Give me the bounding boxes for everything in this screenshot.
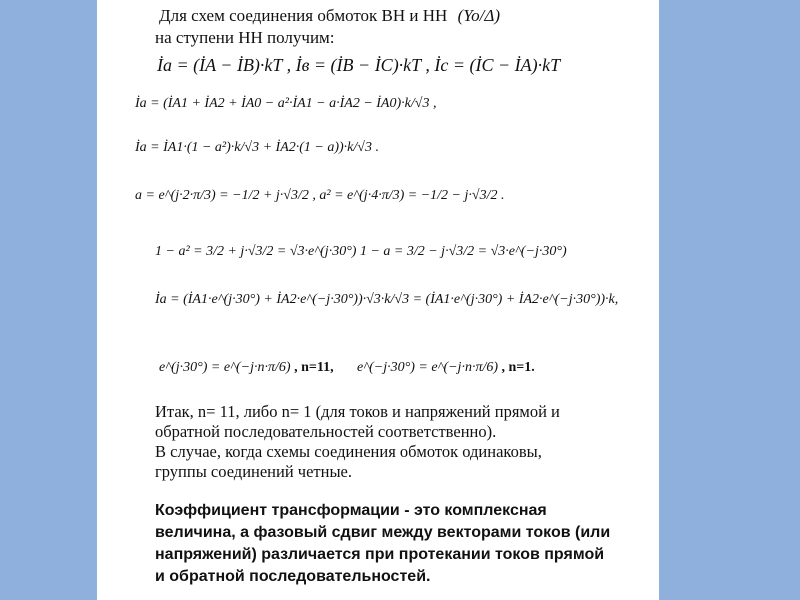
heading-line2: на ступени НН получим: <box>155 28 335 47</box>
equation-ia-simplified: İa = İA1·(1 − a²)·k/√3 + İA2·(1 − a))·k/√3 . <box>135 140 379 155</box>
heading-line1 <box>159 6 500 26</box>
document-page <box>97 0 659 600</box>
equation-n1 <box>357 360 535 376</box>
equation-line-currents: İa = (İA − İB)·kT , İв = (İB − İC)·kT , İc = (İC − İA)·kT <box>157 55 561 75</box>
definition-line: и обратной последовательностей. <box>155 568 431 585</box>
paragraph-line: В случае, когда схемы соединения обмоток одинаковы, <box>155 442 542 461</box>
paragraph-line: Итак, n= 11, либо n= 1 (для токов и напряжений прямой и <box>155 402 560 421</box>
equation-n11-expression: e^(j·30°) = e^(−j·n·π/6) <box>159 360 291 375</box>
equation-n11-label: , n=11, <box>294 360 334 375</box>
paragraph-line: обратной последовательностей соответственно). <box>155 422 497 441</box>
scheme-label: (Yo/Δ) <box>457 6 500 25</box>
definition-line: величина, а фазовый сдвиг между векторами токов (или <box>155 524 611 541</box>
equation-one-minus-a: 1 − a² = 3/2 + j·√3/2 = √3·e^(j·30°) 1 − a = 3/2 − j·√3/2 = √3·e^(−j·30°) <box>155 244 567 259</box>
equation-n11 <box>159 360 334 376</box>
paragraph-definition <box>155 500 650 588</box>
heading-text: Для схем соединения обмоток ВН и НН <box>159 6 448 25</box>
equation-n1-label: , n=1. <box>501 360 535 375</box>
equation-ia-final: İa = (İA1·e^(j·30°) + İA2·e^(−j·30°))·√3·k/√3 = (İA1·e^(j·30°) + İA2·e^(−j·30°))·k, <box>155 292 619 307</box>
paragraph-line: группы соединений четные. <box>155 462 352 481</box>
paragraph-conclusion <box>155 402 645 482</box>
equation-n1-expression: e^(−j·30°) = e^(−j·n·π/6) <box>357 360 499 375</box>
equation-operator-a: a = e^(j·2·π/3) = −1/2 + j·√3/2 , a² = e^(j·4·π/3) = −1/2 − j·√3/2 . <box>135 188 505 203</box>
definition-line: Коэффициент трансформации - это комплексная <box>155 502 547 519</box>
definition-line: напряжений) различается при протекании токов прямой <box>155 546 605 563</box>
equation-ia-expanded: İa = (İA1 + İA2 + İA0 − a²·İA1 − a·İA2 − İA0)·k/√3 , <box>135 96 437 111</box>
